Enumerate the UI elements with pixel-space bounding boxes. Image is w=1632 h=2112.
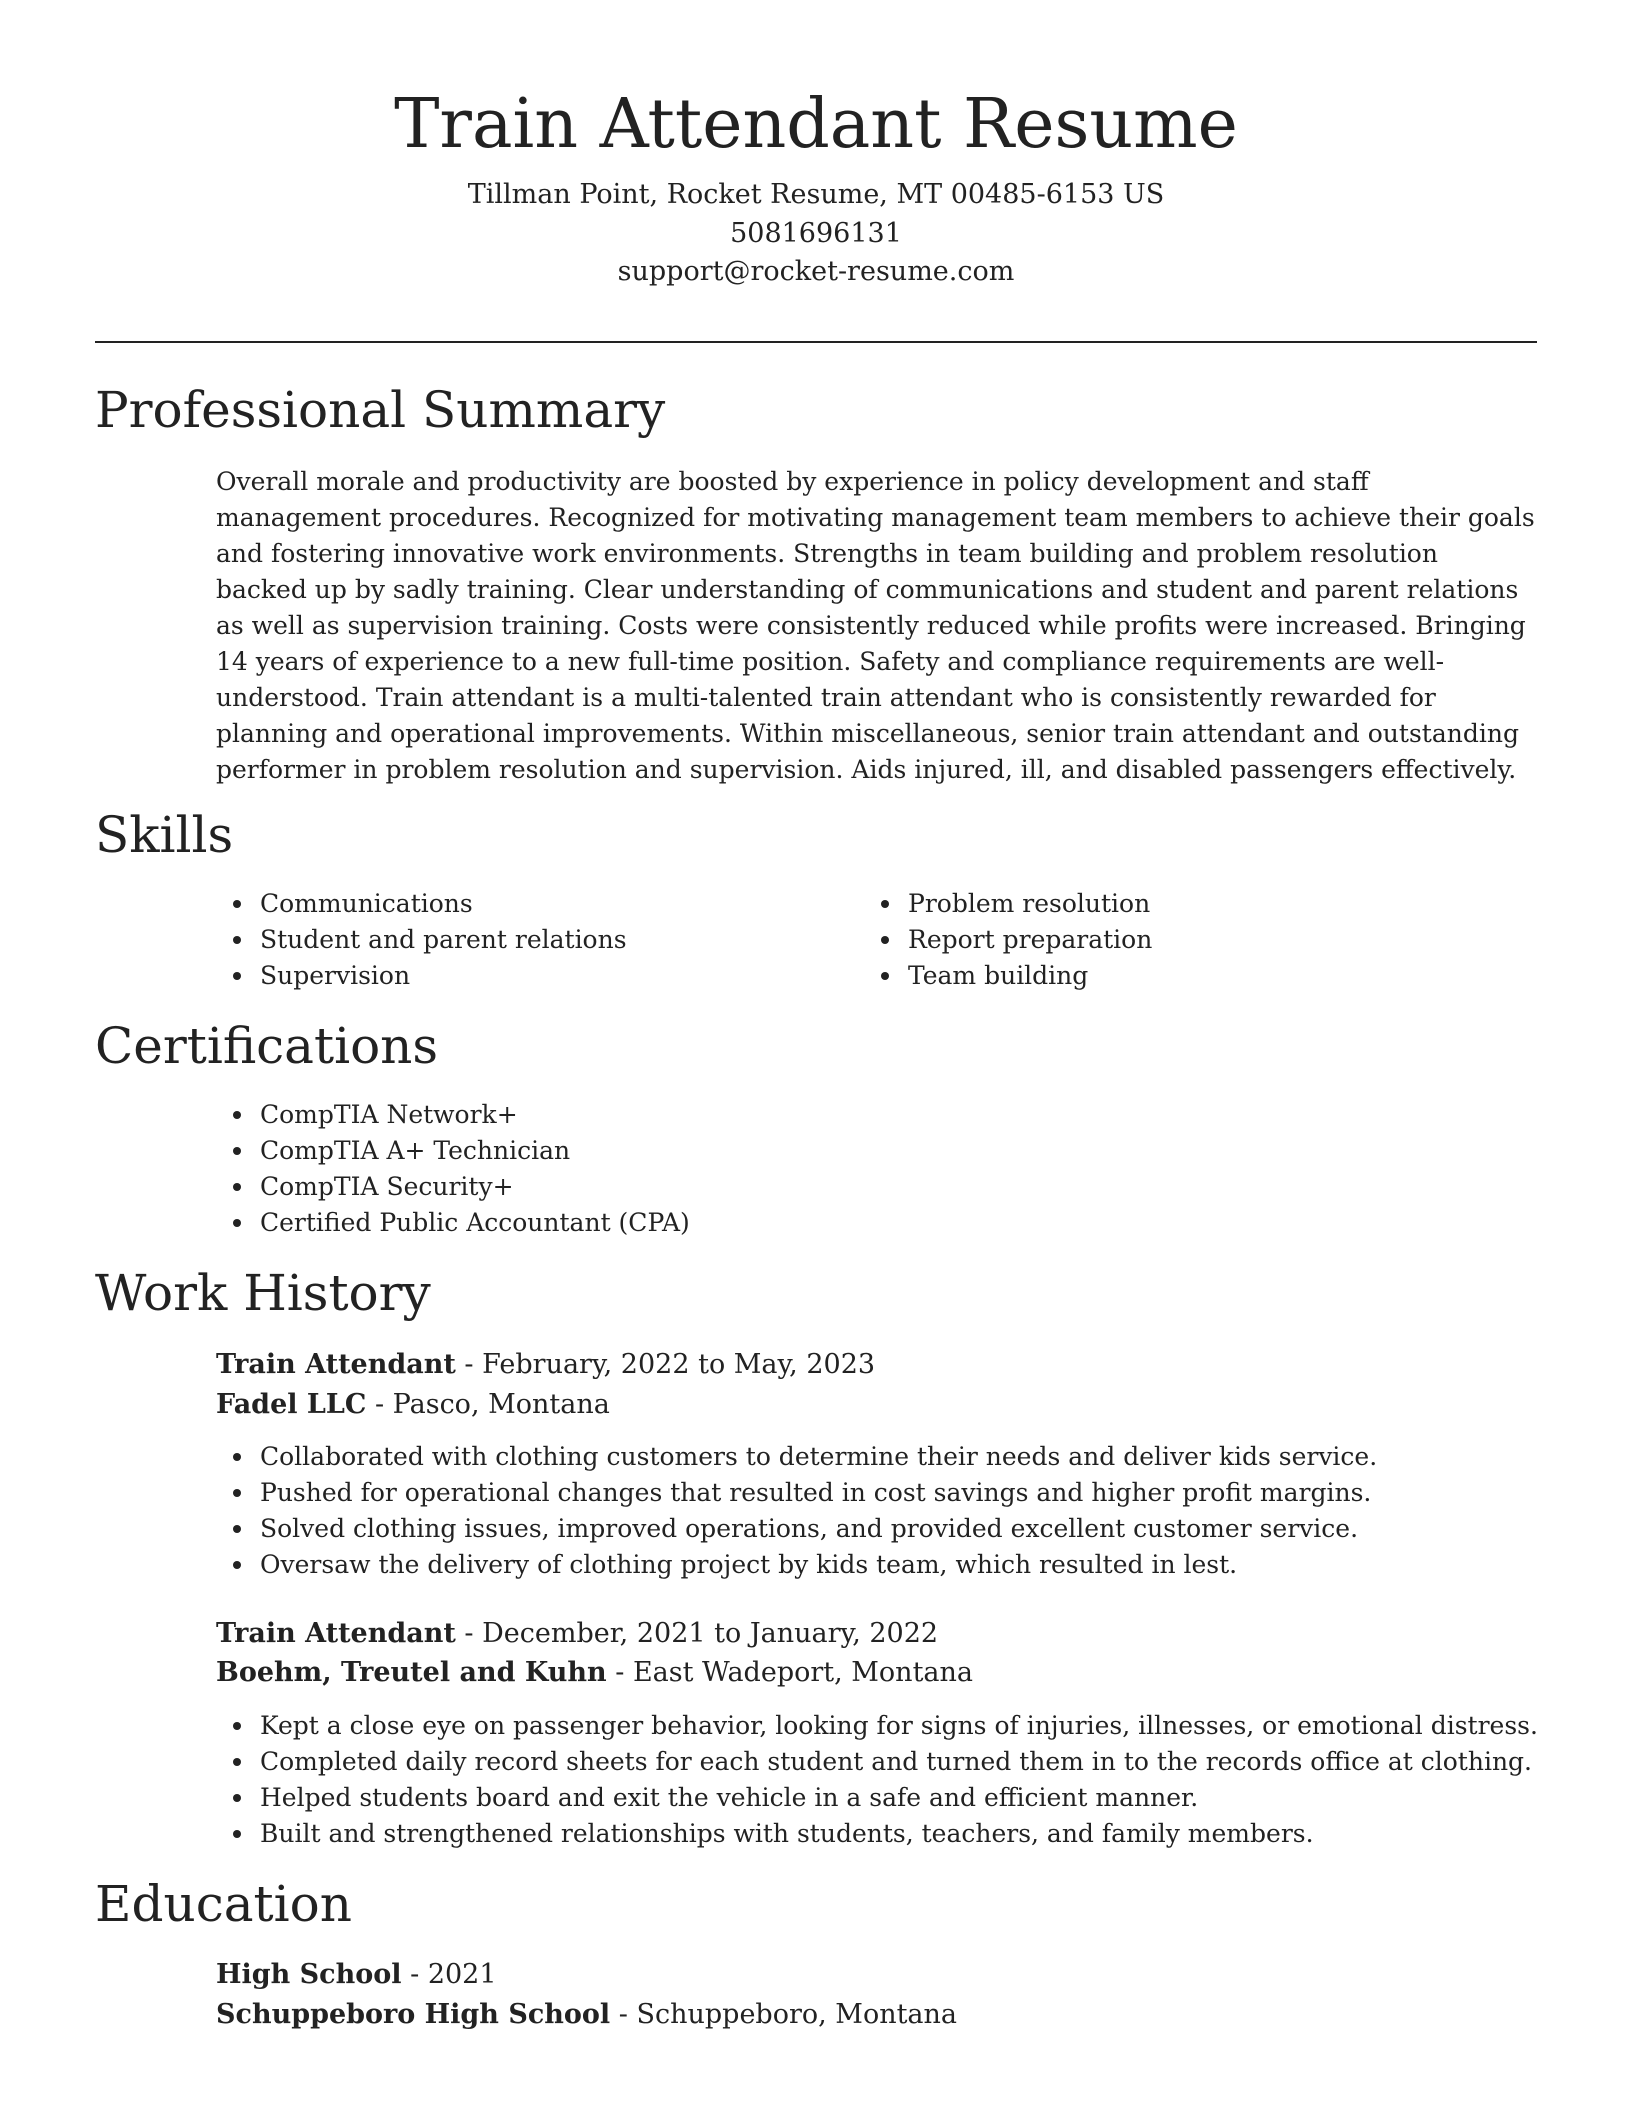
job-location: East Wadeport, Montana	[632, 1657, 973, 1688]
job-bullet: Pushed for operational changes that resulted in cost savings and higher profit margins.	[216, 1475, 1377, 1511]
contact-info	[0, 176, 1632, 292]
job-title: Train Attendant	[216, 1349, 456, 1380]
job-dates: February, 2022 to May, 2023	[482, 1349, 876, 1380]
certification-item: CompTIA A+ Technician	[216, 1133, 690, 1169]
certification-item: Certified Public Accountant (CPA)	[216, 1205, 690, 1241]
skill-item: Team building	[864, 958, 1152, 994]
header-divider	[95, 341, 1537, 343]
job-bullet: Kept a close eye on passenger behavior, looking for signs of injuries, illnesses, or emotional distress.	[216, 1708, 1538, 1744]
separator: -	[401, 1959, 428, 1990]
skills-list-left	[216, 886, 627, 994]
education-location: Schuppeboro, Montana	[636, 1999, 958, 2030]
skill-item: Communications	[216, 886, 627, 922]
work-history-heading: Work History	[95, 1264, 431, 1322]
job-location: Pasco, Montana	[392, 1389, 610, 1420]
job-title-line	[216, 1345, 875, 1385]
job-company: Fadel LLC	[216, 1389, 367, 1420]
contact-email: support@rocket-resume.com	[617, 256, 1015, 287]
certification-item: CompTIA Security+	[216, 1169, 690, 1205]
summary-text: Overall morale and productivity are boosted by experience in policy development and staff management procedures. Recognized for motivating management team members to achieve their goals and fostering innovative work environments. Strengths in team building and problem resolution backed up by sadly training. Clear understanding of communications and student and parent relations as well as supervision training. Costs were consistently reduced while profits were increased. Bringing 14 years of experience to a new full-time position. Safety and compliance requirements are well-understood. Train attendant is a multi-talented train attendant who is consistently rewarded for planning and operational improvements. Within miscellaneous, senior train attendant and outstanding performer in problem resolution and supervision. Aids injured, ill, and disabled passengers effectively.	[216, 467, 1535, 784]
skill-item: Student and parent relations	[216, 922, 627, 958]
summary-heading: Professional Summary	[95, 381, 666, 439]
job-company-line	[216, 1653, 973, 1693]
skill-item: Problem resolution	[864, 886, 1152, 922]
contact-address: Tillman Point, Rocket Resume, MT 00485-6153 US	[467, 179, 1165, 210]
education-year: 2021	[427, 1959, 497, 1990]
education-school-line	[216, 1995, 957, 2035]
separator: -	[610, 1999, 637, 2030]
skills-list-right	[864, 886, 1152, 994]
job-company-line	[216, 1385, 610, 1425]
job-bullets	[216, 1708, 1538, 1852]
contact-phone: 5081696131	[730, 217, 902, 249]
education-heading: Education	[95, 1875, 352, 1933]
job-bullet: Helped students board and exit the vehicle in a safe and efficient manner.	[216, 1780, 1538, 1816]
resume-header	[0, 84, 1632, 292]
resume-title: Train Attendant Resume	[394, 85, 1238, 164]
separator: -	[455, 1618, 483, 1649]
skills-heading: Skills	[95, 806, 234, 864]
job-bullet: Built and strengthened relationships with students, teachers, and family members.	[216, 1816, 1538, 1852]
certification-item: CompTIA Network+	[216, 1097, 690, 1133]
job-dates: December, 2021 to January, 2022	[482, 1618, 939, 1649]
job-title-line	[216, 1614, 938, 1654]
education-degree: High School	[216, 1959, 402, 1990]
separator: -	[366, 1389, 393, 1420]
job-bullets	[216, 1439, 1377, 1583]
certifications-list	[216, 1097, 690, 1241]
education-school: Schuppeboro High School	[216, 1999, 611, 2030]
job-bullet: Solved clothing issues, improved operations, and provided excellent customer service.	[216, 1511, 1377, 1547]
education-degree-line	[216, 1955, 497, 1995]
skill-item: Supervision	[216, 958, 627, 994]
job-bullet: Completed daily record sheets for each student and turned them in to the records office at clothing.	[216, 1744, 1538, 1780]
job-title: Train Attendant	[216, 1618, 456, 1649]
skill-item: Report preparation	[864, 922, 1152, 958]
separator: -	[455, 1349, 483, 1380]
separator: -	[606, 1657, 633, 1688]
job-company: Boehm, Treutel and Kuhn	[216, 1657, 607, 1688]
job-bullet: Collaborated with clothing customers to determine their needs and deliver kids service.	[216, 1439, 1377, 1475]
certifications-heading: Certifications	[95, 1017, 439, 1075]
job-bullet: Oversaw the delivery of clothing project by kids team, which resulted in lest.	[216, 1547, 1377, 1583]
